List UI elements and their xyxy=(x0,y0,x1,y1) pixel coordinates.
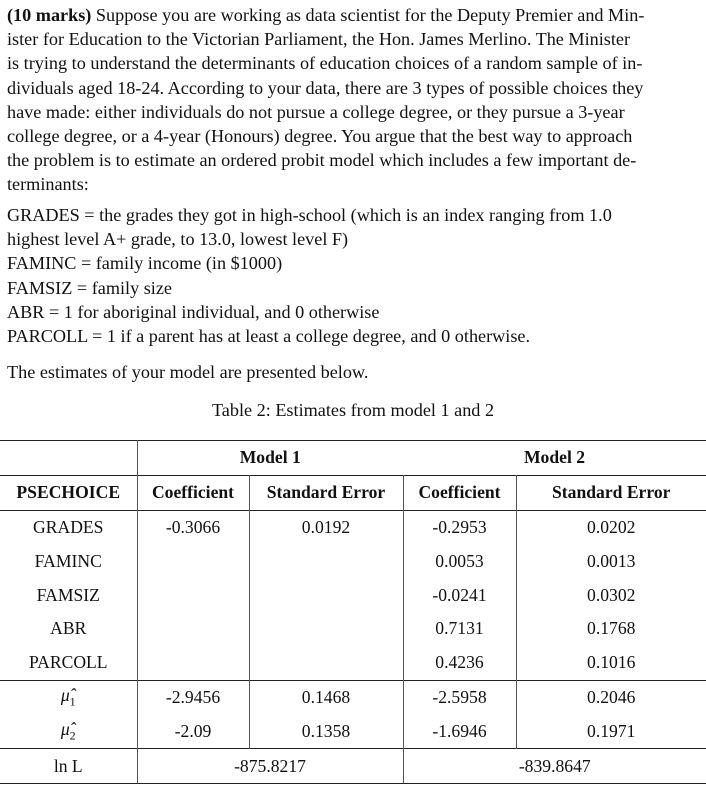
table-caption: Table 2: Estimates from model 1 and 2 xyxy=(211,400,495,420)
table-cell: 0.0013 xyxy=(587,550,636,571)
row-label: PARCOLL xyxy=(0,646,137,680)
table-column-header-row xyxy=(0,475,706,510)
intro-line: ister for Education to the Victorian Parliament, the Hon. James Merlino. The Minister xyxy=(7,29,631,50)
table-cell: -2.9456 xyxy=(137,680,249,714)
table-cell: -0.2953 xyxy=(403,510,516,544)
estimates-sentence: The estimates of your model are presented below. xyxy=(7,360,706,384)
lnl-model1: -875.8217 xyxy=(137,749,403,784)
table-row xyxy=(0,680,706,714)
table-cell: 0.1971 xyxy=(587,720,636,741)
intro-line: have made: either individuals do not pursue a college degree, or they pursue a 3-year xyxy=(7,101,625,122)
variable-list xyxy=(7,203,706,348)
row-label: FAMSIZ xyxy=(0,578,137,612)
table-cell xyxy=(137,646,249,680)
column-header: Coefficient xyxy=(403,475,516,510)
intro-line: terminants: xyxy=(7,174,89,195)
table-cell: -0.3066 xyxy=(137,510,249,544)
variable-abr: ABR = 1 for aboriginal individual, and 0 otherwise xyxy=(7,300,706,324)
table-cell: 0.1016 xyxy=(587,652,636,673)
table-row xyxy=(0,578,706,612)
row-label: ABR xyxy=(0,612,137,646)
variable-parcoll: PARCOLL = 1 if a parent has at least a college degree, and 0 otherwise. xyxy=(7,324,706,348)
row-label: FAMINC xyxy=(0,544,137,578)
table-cell: -2.09 xyxy=(137,714,249,748)
table-cell: 0.1358 xyxy=(249,714,403,748)
table-model-header-row xyxy=(0,441,706,476)
column-header: Standard Error xyxy=(249,475,403,510)
table-cell xyxy=(137,544,249,578)
column-header: PSECHOICE xyxy=(0,475,137,510)
table-cell: 0.1768 xyxy=(587,618,636,639)
table-cell xyxy=(249,578,403,612)
model1-header: Model 1 xyxy=(137,441,403,476)
intro-line: is trying to understand the determinants of education choices of a random sample of in- xyxy=(7,53,643,74)
intro-line: the problem is to estimate an ordered probit model which includes a few important de- xyxy=(7,150,637,171)
model2-header: Model 2 xyxy=(403,441,706,476)
table-cell xyxy=(249,646,403,680)
table-cell xyxy=(137,578,249,612)
table-cell: 0.2046 xyxy=(516,680,706,714)
intro-line: college degree, or a 4-year (Honours) degree. You argue that the best way to approach xyxy=(7,126,633,147)
row-label: ln L xyxy=(0,749,137,784)
table-cell: 0.0202 xyxy=(516,510,706,544)
table-cell: 0.0302 xyxy=(587,584,636,605)
table-cell: 0.4236 xyxy=(403,646,516,680)
table-cell: 0.1468 xyxy=(249,680,403,714)
table-row-lnl xyxy=(0,749,706,784)
column-header: Standard Error xyxy=(516,475,706,510)
intro-line: (10 marks) Suppose you are working as data scientist for the Deputy Premier and Min- xyxy=(7,5,645,25)
estimates-table xyxy=(0,440,706,784)
table-row xyxy=(0,646,706,680)
table-cell: -1.6946 xyxy=(403,714,516,748)
intro-paragraph xyxy=(7,3,706,197)
table-cell xyxy=(249,612,403,646)
variable-famsiz: FAMSIZ = family size xyxy=(7,276,706,300)
row-label: GRADES xyxy=(0,510,137,544)
column-header: Coefficient xyxy=(137,475,249,510)
table-cell: 0.7131 xyxy=(403,612,516,646)
table-cell: 0.0053 xyxy=(403,544,516,578)
table-row xyxy=(0,510,706,544)
table-cell xyxy=(249,544,403,578)
table-cell: -2.5958 xyxy=(403,680,516,714)
table-row xyxy=(0,714,706,748)
variable-faminc: FAMINC = family income (in $1000) xyxy=(7,251,706,275)
variable-grades: GRADES = the grades they got in high-school (which is an index ranging from 1.0 xyxy=(7,203,706,227)
table-cell: 0.0192 xyxy=(249,510,403,544)
variable-grades-cont: highest level A+ grade, to 13.0, lowest level F) xyxy=(7,227,706,251)
lnl-model2: -839.8647 xyxy=(403,749,706,784)
table-row xyxy=(0,544,706,578)
table-cell: -0.0241 xyxy=(403,578,516,612)
row-label-mu1: $\mû_1$ xyxy=(0,680,137,714)
intro-line: dividuals aged 18-24. According to your data, there are 3 types of possible choices they xyxy=(7,77,644,98)
row-label-mu2: $\mû_2$ xyxy=(0,714,137,748)
table-cell xyxy=(137,612,249,646)
table-row xyxy=(0,612,706,646)
